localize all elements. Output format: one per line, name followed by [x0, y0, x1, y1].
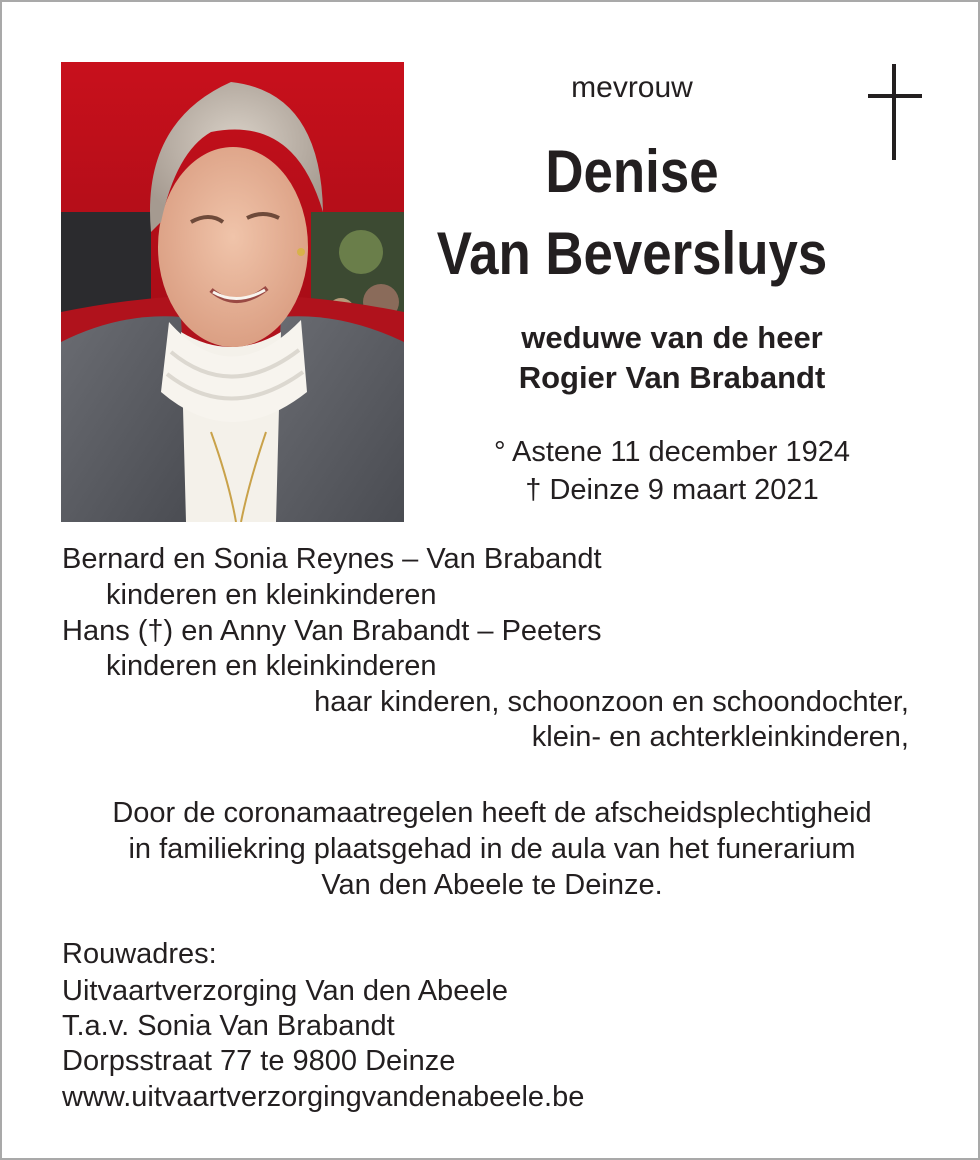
family-line: kinderen en kleinkinderen [106, 579, 437, 611]
spouse-line-1: weduwe van de heer [521, 320, 823, 355]
death-line: † Deinze 9 maart 2021 [525, 474, 819, 506]
family-line: Hans (†) en Anny Van Brabandt – Peeters [62, 615, 602, 647]
first-name: Denise [545, 138, 719, 205]
address-line: Dorpsstraat 77 te 9800 Deinze [62, 1045, 456, 1077]
portrait-photo [61, 62, 404, 522]
family-line: Bernard en Sonia Reynes – Van Brabandt [62, 543, 602, 575]
address-heading: Rouwadres: [62, 938, 217, 970]
spouse-line-2: Rogier Van Brabandt [518, 360, 826, 395]
ceremony-line: Door de coronamaatregelen heeft de afscheidsplechtigheid [112, 797, 872, 829]
ceremony-line: Van den Abeele te Deinze. [321, 869, 663, 901]
ceremony-line: in familiekring plaatsgehad in de aula van het funerarium [128, 833, 856, 865]
address-line: Uitvaartverzorging Van den Abeele [62, 975, 509, 1007]
cross-icon [866, 64, 926, 162]
family-line: kinderen en kleinkinderen [106, 650, 437, 682]
website-link[interactable]: www.uitvaartverzorgingvandenabeele.be [62, 1081, 585, 1113]
title-prefix: mevrouw [571, 71, 693, 104]
family-line: klein- en achterkleinkinderen, [531, 721, 909, 753]
family-line: haar kinderen, schoonzoon en schoondochter, [314, 686, 909, 718]
birth-line: ° Astene 11 december 1924 [493, 436, 851, 468]
address-line: T.a.v. Sonia Van Brabandt [62, 1010, 395, 1042]
last-name: Van Beversluys [436, 220, 828, 287]
